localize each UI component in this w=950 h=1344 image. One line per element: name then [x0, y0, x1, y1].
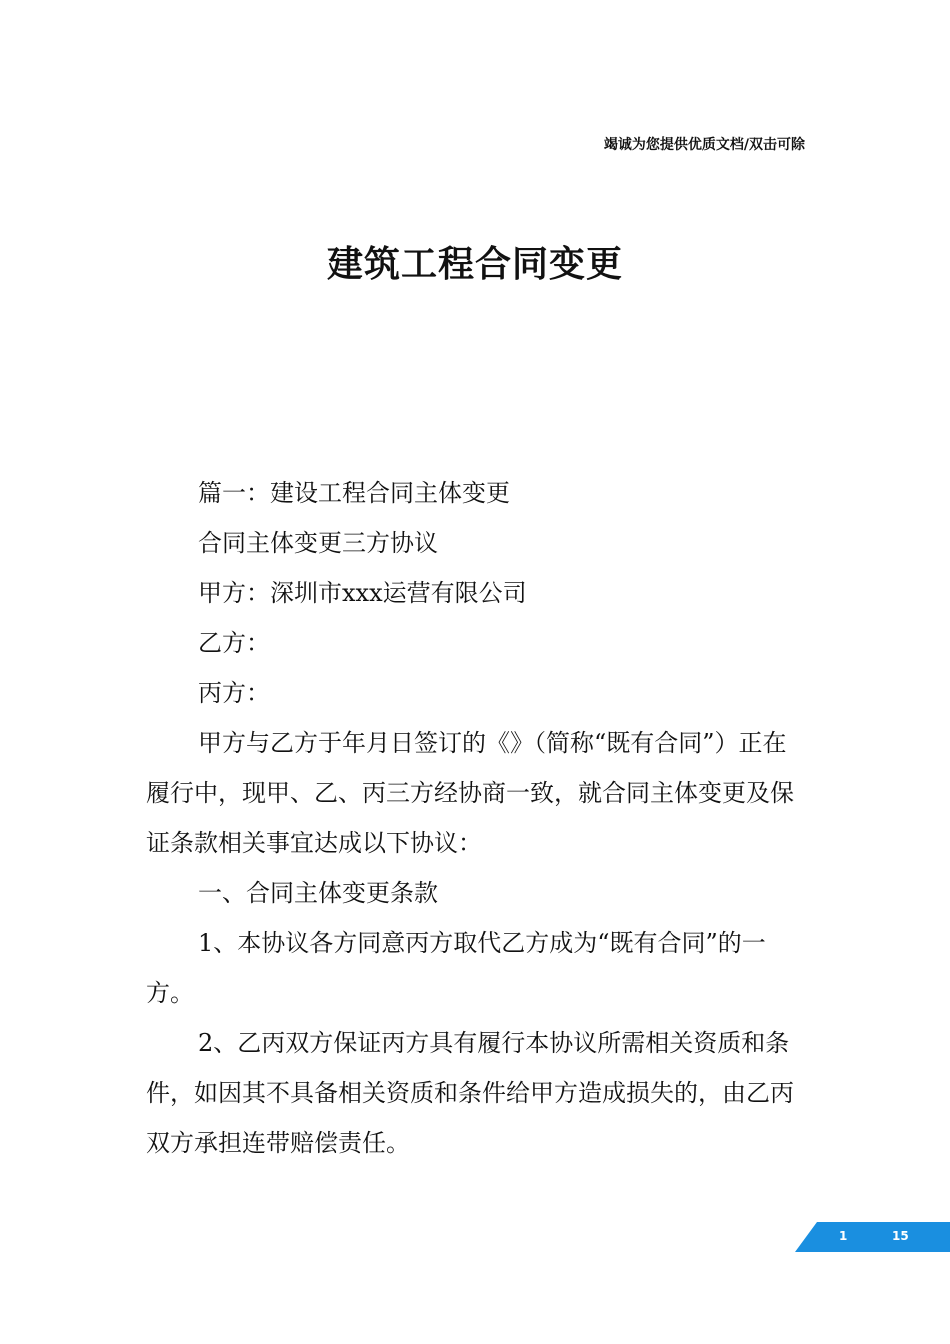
paragraph-preamble: 甲方与乙方于年月日签订的《》（简称“既有合同”）正在履行中，现甲、乙、丙三方经协商一致，就合同主体变更及保证条款相关事宜达成以下协议： [146, 729, 794, 857]
page-indicator-background [795, 1222, 950, 1252]
paragraph-clause-1: 1、本协议各方同意丙方取代乙方成为“既有合同”的一方。 [146, 929, 766, 1007]
document-title: 建筑工程合同变更 [326, 244, 623, 285]
paragraph-agreement-title: 合同主体变更三方协议 [198, 529, 438, 557]
paragraph-party-a: 甲方：深圳市xxx运营有限公司 [198, 579, 527, 607]
paragraph-party-c: 丙方： [198, 679, 270, 707]
total-pages-number: 15 [892, 1229, 909, 1243]
document-body [146, 468, 808, 1168]
paragraph-party-b: 乙方： [198, 629, 270, 657]
current-page-number: 1 [839, 1229, 848, 1243]
page-indicator [795, 1222, 950, 1252]
paragraph-clause-2: 2、乙丙双方保证丙方具有履行本协议所需相关资质和条件，如因其不具备相关资质和条件给甲方造成损失的，由乙丙双方承担连带赔偿责任。 [146, 1029, 794, 1157]
header-note: 竭诚为您提供优质文档/双击可除 [603, 137, 805, 153]
paragraph-section-heading: 篇一：建设工程合同主体变更 [198, 479, 510, 507]
paragraph-clause-heading: 一、合同主体变更条款 [198, 879, 438, 907]
